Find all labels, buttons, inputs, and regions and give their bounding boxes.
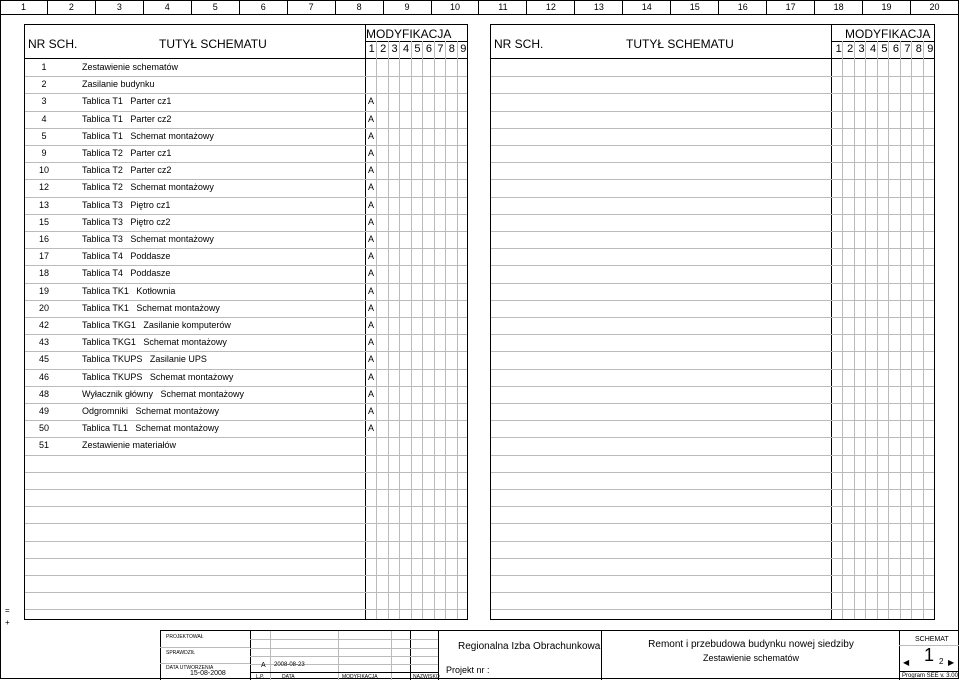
- lp-label: L.P.: [256, 674, 265, 680]
- mod-digit: 5: [881, 43, 888, 55]
- row-mod-mark: A: [368, 371, 375, 382]
- row-mod-mark: A: [368, 406, 375, 416]
- mod-digit: 5: [414, 43, 421, 55]
- row-number: 3: [41, 96, 47, 107]
- ruler-number: 9: [384, 0, 432, 14]
- row-title: Tablica TK1 Kotłownia: [82, 285, 176, 296]
- row-number: 4: [41, 113, 47, 124]
- row-mod-mark: A: [368, 285, 375, 296]
- project-title: Remont i przebudowa budynku nowej siedziby: [648, 639, 854, 650]
- row-mod-mark: A: [368, 268, 375, 279]
- column-ruler: [0, 0, 959, 15]
- row-title: Tablica TKUPS Schemat montażowy: [82, 371, 234, 382]
- title-block: [160, 630, 959, 679]
- prev-sheet-icon[interactable]: ◀: [903, 658, 910, 667]
- row-mod-mark: A: [368, 234, 375, 244]
- row-title: Tablica T3 Piętro cz1: [82, 199, 171, 210]
- row-title: Tablica T2 Parter cz2: [82, 165, 172, 176]
- ruler-number: 11: [480, 0, 528, 14]
- ruler-number: 13: [575, 0, 623, 14]
- row-number: 51: [38, 440, 49, 451]
- row-number: 1: [41, 62, 47, 72]
- row-mod-mark: A: [368, 337, 375, 348]
- row-mod-mark: A: [368, 148, 375, 158]
- left-schematic-table: [24, 24, 468, 620]
- row-mod-mark: A: [368, 165, 375, 176]
- row-number: 15: [38, 216, 49, 227]
- mod-digit: 3: [858, 43, 865, 55]
- left-mod-digits: [366, 43, 469, 57]
- row-mod-mark: A: [368, 182, 375, 193]
- ruler-number: 7: [288, 0, 336, 14]
- row-mod-mark: A: [368, 354, 375, 365]
- row-title: Tablica T2 Parter cz1: [82, 148, 172, 158]
- side-mark-plus: +: [5, 618, 10, 627]
- right-col-nr-header: NR SCH.: [494, 37, 544, 51]
- row-number: 16: [38, 234, 49, 244]
- row-mod-mark: A: [368, 423, 375, 434]
- row-mod-mark: A: [368, 251, 375, 262]
- row-title: Tablica TKG1 Zasilanie komputerów: [82, 320, 231, 330]
- right-mod-digits: [833, 43, 936, 57]
- right-col-title-header: TUTYŁ SCHEMATU: [626, 37, 734, 51]
- ruler-number: 15: [671, 0, 719, 14]
- row-title: Zestawienie schematów: [82, 62, 179, 72]
- mod-digit: 2: [847, 43, 854, 55]
- row-mod-mark: A: [368, 388, 375, 399]
- left-col-title-header: TUTYŁ SCHEMATU: [159, 37, 267, 51]
- mod-digit: 4: [869, 43, 877, 55]
- mod-digit: 7: [904, 43, 911, 55]
- sheet-number: 1: [924, 645, 935, 665]
- row-number: 18: [38, 268, 49, 279]
- left-col-mod-header: MODYFIKACJA: [366, 27, 452, 41]
- row-mod-mark: A: [368, 113, 375, 124]
- mod-digit: 7: [437, 43, 444, 55]
- program-version: Program SEE v. 3.00: [902, 673, 958, 679]
- row-mod-mark: A: [368, 302, 375, 313]
- row-number: 45: [38, 354, 49, 365]
- row-title: Tablica TL1 Schemat montażowy: [82, 423, 219, 434]
- mod-digit: 9: [927, 43, 934, 55]
- right-schematic-table: [490, 24, 935, 620]
- ruler-number: 10: [432, 0, 480, 14]
- ruler-number: 4: [144, 0, 192, 14]
- mod-digit: 1: [835, 43, 842, 55]
- mod-date: 2008-08-23: [274, 662, 305, 668]
- right-col-mod-header: MODYFIKACJA: [845, 27, 931, 41]
- ruler-number: 12: [527, 0, 575, 14]
- projekt-label: Projekt nr :: [446, 665, 490, 675]
- nazwisko-label: NAZWISKO: [413, 674, 440, 680]
- sheet-title: Zestawienie schematów: [702, 653, 800, 663]
- mod-digit: 1: [368, 43, 375, 55]
- row-mod-mark: A: [368, 216, 375, 227]
- row-mod-mark: A: [368, 199, 375, 210]
- ruler-number: 8: [336, 0, 384, 14]
- row-title: Tablica T1 Parter cz1: [82, 96, 172, 107]
- ruler-number: 5: [192, 0, 240, 14]
- row-number: 13: [38, 199, 49, 210]
- schemat-label: SCHEMAT: [915, 636, 949, 643]
- ruler-number: 6: [240, 0, 288, 14]
- row-title: Tablica T1 Parter cz2: [82, 113, 172, 124]
- row-title: Tablica T3 Piętro cz2: [82, 216, 171, 227]
- row-title: Tablica T2 Schemat montażowy: [82, 182, 214, 193]
- row-number: 19: [38, 285, 49, 296]
- left-col-nr-header: NR SCH.: [28, 37, 78, 51]
- ruler-number: 19: [863, 0, 911, 14]
- data-utworzenia-label: DATA UTWORZENIA: [166, 665, 214, 671]
- row-number: 17: [38, 251, 49, 262]
- row-title: Tablica T1 Schemat montażowy: [82, 130, 214, 141]
- row-title: Tablica TK1 Schemat montażowy: [82, 302, 220, 313]
- ruler-number: 2: [48, 0, 96, 14]
- ruler-number: 1: [0, 0, 48, 14]
- sprawdzil-label: SPRAWDZIŁ: [166, 650, 195, 656]
- ruler-number: 16: [719, 0, 767, 14]
- mod-digit: 2: [380, 43, 387, 55]
- mod-digit: 3: [391, 43, 398, 55]
- mod-digit: 6: [425, 43, 432, 55]
- row-number: 42: [38, 320, 49, 330]
- mod-digit: 6: [892, 43, 899, 55]
- row-number: 48: [38, 388, 49, 399]
- row-number: 43: [38, 337, 49, 348]
- row-number: 50: [38, 423, 49, 434]
- ruler-number: 20: [911, 0, 959, 14]
- row-title: Tablica T3 Schemat montażowy: [82, 234, 214, 244]
- mod-digit: 4: [402, 43, 410, 55]
- row-number: 49: [38, 406, 49, 416]
- row-number: 20: [38, 302, 49, 313]
- company-name: Regionalna Izba Obrachunkowa: [458, 641, 601, 652]
- ruler-number: 14: [623, 0, 671, 14]
- mod-digit: 8: [915, 43, 922, 55]
- mod-digit: 8: [448, 43, 455, 55]
- row-number: 12: [38, 182, 49, 193]
- row-number: 2: [41, 79, 47, 90]
- row-number: 9: [41, 148, 47, 158]
- row-number: 10: [38, 165, 49, 176]
- row-mod-mark: A: [368, 130, 375, 141]
- row-mod-mark: A: [368, 96, 375, 107]
- row-title: Tablica T4 Poddasze: [82, 251, 171, 262]
- ruler-number: 3: [96, 0, 144, 14]
- row-title: Tablica T4 Poddasze: [82, 268, 171, 279]
- ruler-number: 18: [815, 0, 863, 14]
- row-title: Odgromniki Schemat montażowy: [82, 406, 220, 416]
- data-utworzenia-value: 15-08-2008: [190, 670, 226, 677]
- data-label: DATA: [282, 674, 295, 680]
- ruler-number: 17: [767, 0, 815, 14]
- row-title: Wyłacznik główny Schemat montażowy: [82, 388, 244, 399]
- mod-letter: A: [261, 662, 266, 669]
- row-title: Tablica TKUPS Zasilanie UPS: [82, 354, 207, 365]
- row-number: 46: [38, 371, 49, 382]
- mod-digit: 9: [460, 43, 467, 55]
- row-number: 5: [41, 130, 47, 141]
- next-sheet-icon[interactable]: ▶: [948, 658, 955, 667]
- next-sheet-number: 2: [939, 657, 944, 666]
- side-mark-equal: =: [5, 606, 10, 615]
- row-title: Zasilanie budynku: [82, 79, 155, 90]
- row-title: Zestawienie materiałów: [82, 440, 177, 451]
- projektowal-label: PROJEKTOWAŁ: [166, 634, 204, 640]
- row-title: Tablica TKG1 Schemat montażowy: [82, 337, 227, 348]
- row-mod-mark: A: [368, 320, 375, 330]
- modyfikacja-label: MODYFIKACJA: [342, 674, 378, 680]
